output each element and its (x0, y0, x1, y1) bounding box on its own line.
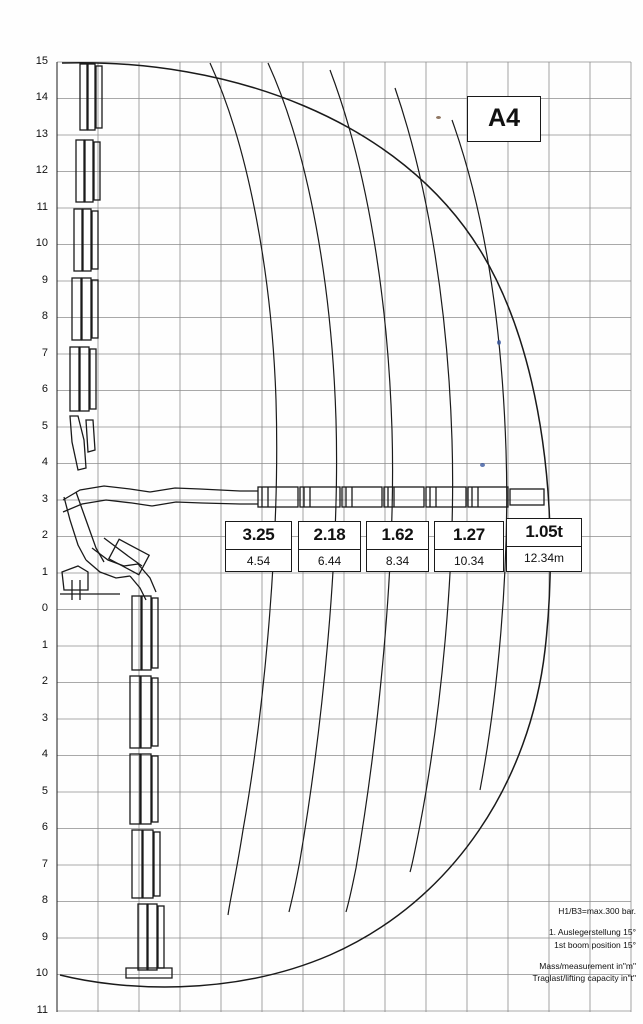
reach-value-3: 8.34 (385, 554, 410, 568)
scan-speck-1 (436, 116, 441, 119)
capacity-callout-5 (506, 518, 582, 572)
capacity-value-2: 2.18 (299, 522, 360, 550)
footnote-capacity-units: Traglast/lifting capacity in"t" (532, 973, 636, 984)
y-axis-label-6: 6 (41, 383, 48, 395)
chart-title-a4: A4 (467, 96, 541, 142)
footnote-measurement-units: Mass/measurement in"m" (539, 960, 636, 971)
y-axis-label-9: 9 (41, 274, 48, 286)
capacity-value-5: 1.05t (507, 519, 581, 547)
capacity-callout-1 (225, 521, 292, 572)
y-axis-label-12: 12 (35, 164, 48, 176)
y-axis-label-15: 15 (35, 55, 48, 67)
scan-speck-3 (480, 463, 485, 467)
y-axis-label-m2: 2 (41, 675, 48, 687)
y-axis-label-7: 7 (41, 347, 48, 359)
y-axis-label-13: 13 (35, 128, 48, 140)
y-axis-label-m3: 3 (41, 712, 48, 724)
reach-value-2: 6.44 (317, 554, 342, 568)
y-axis-label-0: 0 (41, 602, 48, 614)
capacity-value-4: 1.27 (435, 522, 503, 550)
chart-footnotes (386, 905, 636, 985)
footnote-boom-position-en: 1st boom position 15° (554, 939, 636, 950)
y-axis-label-2: 2 (41, 529, 48, 541)
reach-value-4: 10.34 (453, 554, 485, 568)
y-axis-label-m6: 6 (41, 821, 48, 833)
main-boom-and-cylinder (64, 492, 156, 600)
knuckle-boom-arm (63, 486, 544, 512)
y-axis-label-m9: 9 (41, 931, 48, 943)
reach-value-1: 4.54 (246, 554, 271, 568)
capacity-callout-3 (366, 521, 429, 572)
capacity-value-1: 3.25 (226, 522, 291, 550)
y-axis-label-8: 8 (41, 310, 48, 322)
reach-value-5: 12.34m (523, 551, 565, 565)
scan-speck-2 (497, 340, 501, 345)
capacity-callout-4 (434, 521, 504, 572)
capacity-value-3: 1.62 (367, 522, 428, 550)
y-axis-label-5: 5 (41, 420, 48, 432)
y-axis-label-m4: 4 (41, 748, 48, 760)
extension-range-curves (210, 63, 507, 915)
crane-base-foot (60, 566, 120, 600)
crane-column-mast (126, 596, 172, 978)
y-axis-label-m7: 7 (41, 858, 48, 870)
footnote-pressure: H1/B3=max.300 bar. (558, 906, 636, 916)
y-axis-label-11: 11 (36, 201, 48, 213)
y-axis-label-10: 10 (35, 237, 48, 249)
y-axis-label-m8: 8 (41, 894, 48, 906)
y-axis-label-m11: 11 (36, 1004, 48, 1016)
y-axis-label-4: 4 (41, 456, 48, 468)
y-axis-label-1: 1 (41, 566, 48, 578)
y-axis-label-m1: 1 (41, 639, 48, 651)
footnote-boom-position-de: 1. Auslegerstellung 15° (548, 927, 636, 938)
y-axis-label-m10: 10 (35, 967, 48, 979)
y-axis-label-m5: 5 (41, 785, 48, 797)
y-axis-label-3: 3 (41, 493, 48, 505)
y-axis-label-14: 14 (35, 91, 48, 103)
boom-vertical-segments (70, 64, 102, 470)
capacity-callout-2 (298, 521, 361, 572)
